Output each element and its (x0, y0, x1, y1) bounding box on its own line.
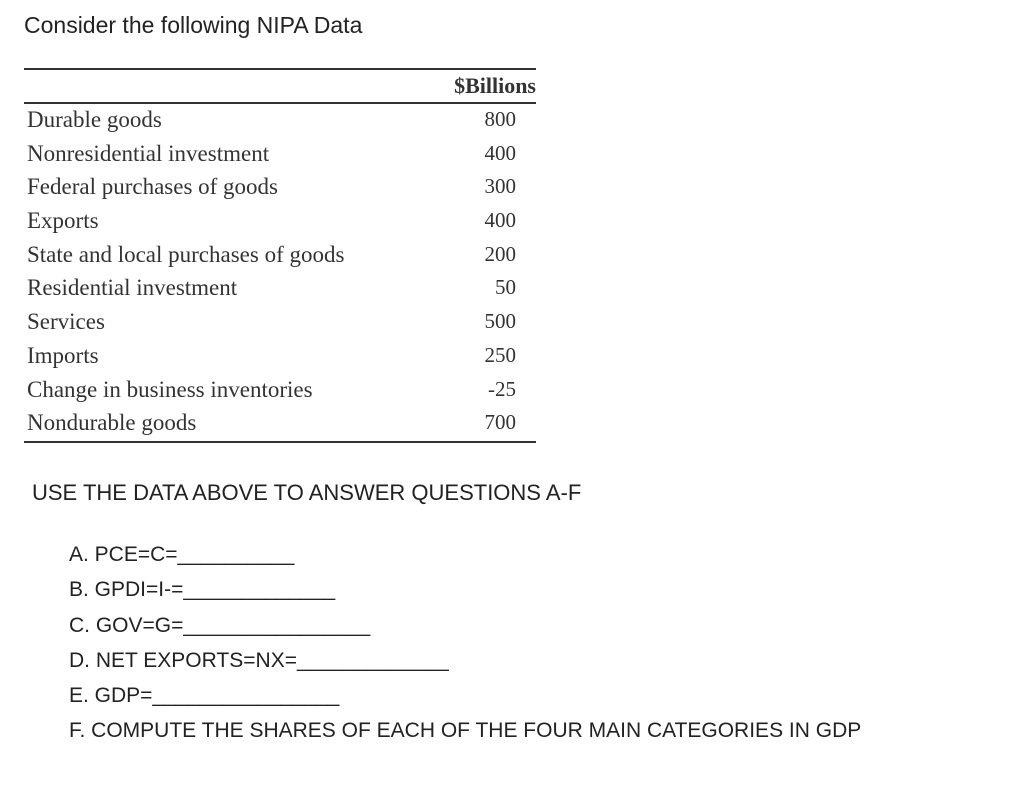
instructions-text: USE THE DATA ABOVE TO ANSWER QUESTIONS A-F (32, 480, 582, 505)
row-label: Nonresidential investment (27, 140, 270, 166)
row-value: 400 (484, 208, 516, 233)
row-value: 400 (484, 140, 516, 165)
row-value: 300 (484, 174, 516, 199)
table-row (24, 239, 536, 273)
row-value: 50 (495, 275, 516, 300)
table-row (24, 340, 536, 374)
row-label: Nondurable goods (27, 410, 197, 436)
question-d: D. NET EXPORTS=NX=_____________ (69, 648, 449, 672)
page-heading: Consider the following NIPA Data (24, 12, 363, 38)
row-label: Services (27, 309, 105, 335)
row-label: Exports (27, 208, 99, 234)
table-row (24, 205, 536, 239)
row-value: -25 (488, 376, 516, 401)
question-a: A. PCE=C=__________ (69, 543, 295, 566)
row-value: 800 (484, 107, 516, 131)
row-value: 250 (484, 342, 516, 367)
question-e: E. GDP=________________ (69, 684, 340, 708)
row-value: 200 (484, 241, 516, 266)
question-b: B. GPDI=I-=_____________ (69, 578, 336, 602)
table-row (24, 374, 536, 408)
row-label: Federal purchases of goods (27, 174, 279, 200)
table-bottom-rule (24, 441, 536, 443)
row-label: Imports (27, 342, 99, 368)
question-f: F. COMPUTE THE SHARES OF EACH OF THE FOUR MAIN CATEGORIES IN GDP (69, 719, 862, 743)
table-row (24, 104, 536, 138)
nipa-data-table (24, 68, 536, 443)
table-column-header (24, 70, 536, 102)
table-row (24, 138, 536, 172)
question-c: C. GOV=G=________________ (69, 613, 371, 637)
question-list (69, 537, 919, 749)
table-row (24, 306, 536, 340)
row-value: 700 (484, 410, 516, 435)
row-label: Residential investment (27, 275, 238, 301)
table-row (24, 407, 536, 441)
billions-column-label: $Billions (454, 73, 536, 98)
row-value: 500 (484, 309, 516, 334)
row-label: State and local purchases of goods (27, 241, 345, 267)
row-label: Durable goods (27, 107, 162, 132)
row-label: Change in business inventories (27, 376, 313, 402)
table-row (24, 171, 536, 205)
table-row (24, 272, 536, 306)
